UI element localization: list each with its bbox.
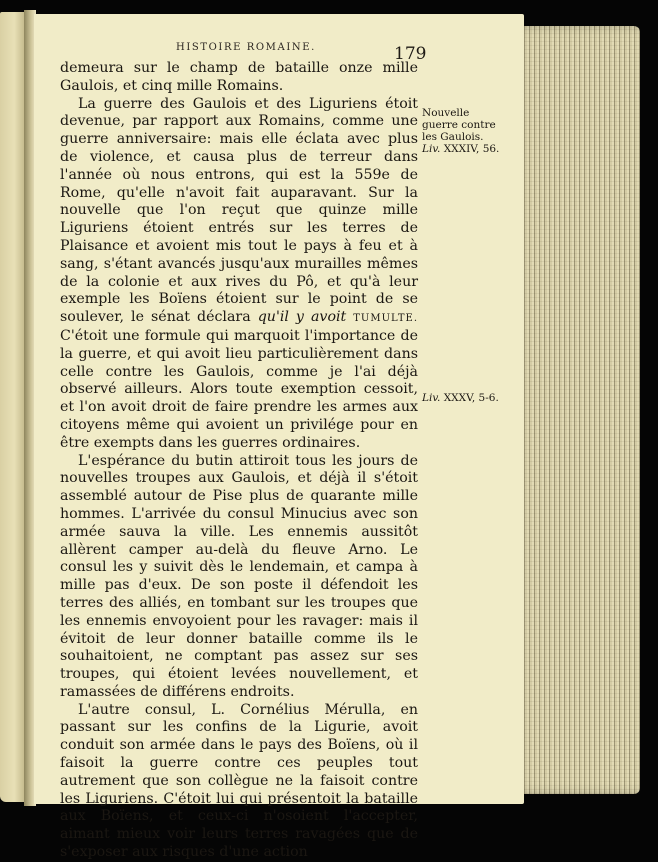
italic-phrase: qu'il y avoit [257,309,347,326]
margin-note-1 [422,107,502,155]
paragraph-2-part-a: La guerre des Gaulois et des Liguriens étoit devenue, par rapport aux Romains, comme une guerre anniversaire: mais elle éclata avec plus de violence, et causa plus de terreur dans l'année où nous entrons, qui est la 559e de Rome, qu'elle n'avoit fait auparavant. Sur la nouvelle que l'on reçut que quinze mille Liguriens étoient entrés sur les terres de Plaisance et avoient mis tout le pays à feu et à sang, s'étant avancés jusqu'aux murailles mêmes de la colonie et aux rives du Pô, et qu'à leur exemple les Boïens étoient sur le point de se soulever, le sénat déclara [60,95,418,326]
small-caps-word: TUMULTE. [353,313,419,325]
margin-note-2-ref-label: Liv. [422,392,441,404]
running-title: HISTOIRE ROMAINE. [176,42,316,53]
page-edges-texture [512,26,640,794]
paragraph-3: L'espérance du butin attiroit tous les jours de nouvelles troupes aux Gaulois, et déjà il s'étoit assemblé autour de Pise plus de quarante mille hommes. L'arrivée du consul Minucius avec son armée sauva la ville. Les ennemis aussitôt allèrent camper au-delà du fleuve Arno. Le consul les y suivit dès le lendemain, et campa à mille pas d'eux. De son poste il défendoit les terres des alliés, en tombant sur les troupes que les ennemis envoyoient pour les ravager: mais il évitoit de leur donner bataille comme ils le souhaitoient, ne comptant pas assez sur ses troupes, qui étoient levées nouvellement, et ramassées de différens endroits. [60,452,418,700]
body-text [60,60,418,862]
margin-note-1-text: Nouvelle guerre contre les Gaulois. [422,107,496,143]
left-page-edge [0,12,26,802]
paragraph-2 [60,96,418,453]
margin-note-2-ref: XXXV, 5-6. [443,392,499,404]
margin-note-1-ref: XXXIV, 56. [443,143,500,155]
margin-note-1-ref-label: Liv. [422,143,441,155]
paragraph-4: L'autre consul, L. Cornélius Mérulla, en passant sur les confins de la Ligurie, avoit conduit son armée dans le pays des Boïens, où il faisoit la guerre contre ces peuples tout autrement que son collègue ne la faisoit contre les Liguriens. C'étoit lui qui présentoit la bataille aux Boïens, et ceux-ci n'osoient l'accepter, aimant mieux voir leurs terres ravagées que de s'exposer aux risques d'une action [60,701,418,861]
paragraph-2-part-b: C'étoit une formule qui marquoit l'importance de la guerre, et qui avoit lieu particulièrement dans celle contre les Gaulois, comme je l'ai déjà observé ailleurs. Alors toute exemption cessoit, et l'on avoit droit de faire prendre les armes aux citoyens même qui avoient un privilége pour en être exempts dans les guerres ordinaires. [60,327,418,451]
page-number: 179 [394,44,427,64]
margin-note-2 [422,392,502,404]
paragraph-1: demeura sur le champ de bataille onze mille Gaulois, et cinq mille Romains. [60,60,418,94]
